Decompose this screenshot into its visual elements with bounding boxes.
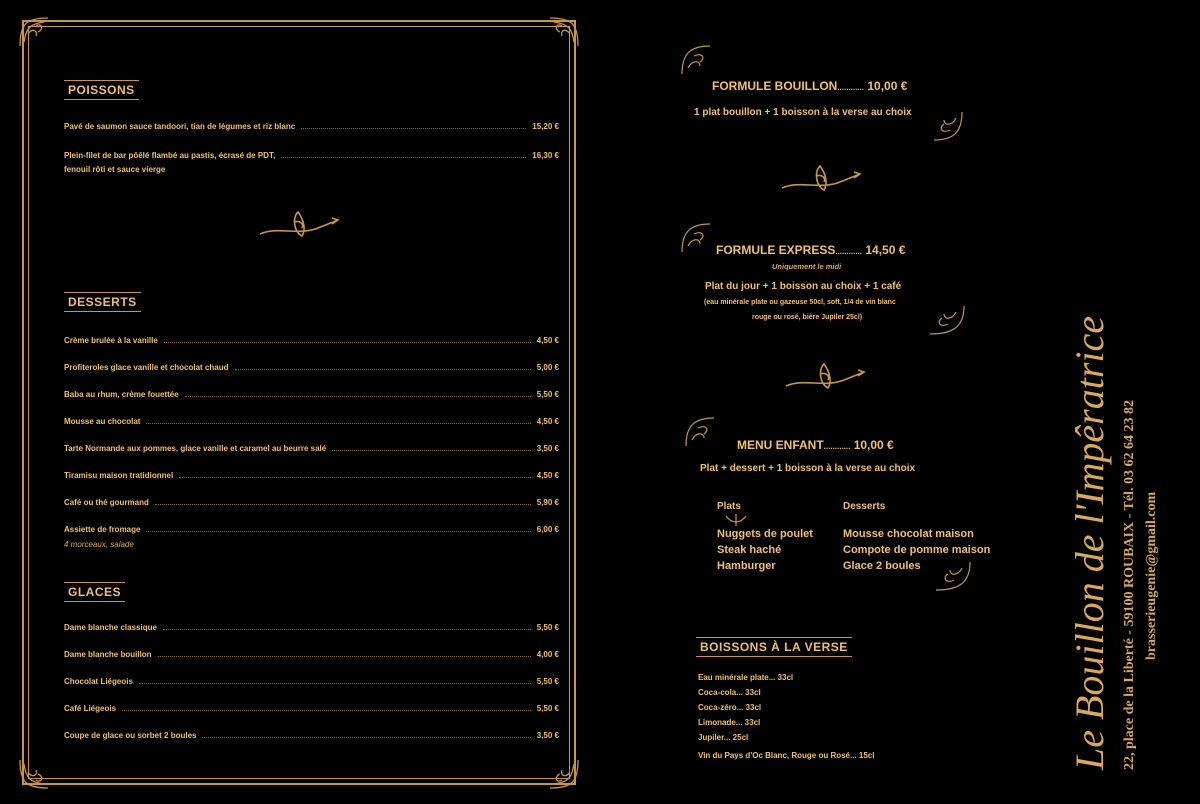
desserts-label: Desserts xyxy=(843,501,886,512)
menu-item: Tarte Normande aux pommes, glace vanille et caramel au beurre salé 3,50 € xyxy=(64,444,559,453)
menu-item: Dame blanche bouillon 4,00 € xyxy=(64,650,559,659)
menu-item: Crème brulée à la vanille 4,50 € xyxy=(64,336,559,345)
corner-ornament-icon xyxy=(16,14,52,50)
menu-item-continuation: fenouil rôti et sauce vierge xyxy=(64,165,166,174)
corner-ornament-icon xyxy=(680,222,714,256)
menu-item: Baba au rhum, crème fouettée 5,50 € xyxy=(64,390,559,399)
flourish-ornament-icon xyxy=(258,206,342,246)
menu-item-subtext: 4 morceaux, salade xyxy=(64,540,134,549)
corner-ornament-icon xyxy=(926,302,966,336)
brand-name: Le Bouillon de l'Impêratrice xyxy=(1067,315,1112,770)
beverage-item: Jupiler... 25cl xyxy=(698,733,749,742)
dessert-item: Compote de pomme maison xyxy=(843,544,991,556)
section-desserts-heading: DESSERTS xyxy=(64,292,141,312)
beverage-item: Eau minérale plate... 33cl xyxy=(698,673,794,682)
brand-address: 22, place de la Liberté - 59100 ROUBAIX - Tél. 03 62 64 23 82 xyxy=(1122,400,1137,770)
formule-express-desc: Plat du jour + 1 boisson au choix + 1 café xyxy=(705,281,902,292)
section-poissons-heading: POISSONS xyxy=(64,80,139,100)
dessert-item: Glace 2 boules xyxy=(843,560,921,572)
corner-ornament-icon xyxy=(546,14,582,50)
menu-item: Mousse au chocolat 4,50 € xyxy=(64,417,559,426)
formule-express-title: FORMULE EXPRESS............ 14,50 € xyxy=(716,243,906,257)
menu-item: Dame blanche classique 5,50 € xyxy=(64,623,559,632)
menu-item: Plein-filet de bar pôêlé flambé au pastis, écrasé de PDT, 16,30 € xyxy=(64,151,559,160)
brand-email: brasserieugenie@gmail.com xyxy=(1144,491,1159,660)
formule-express-note: Uniquement le midi xyxy=(772,262,842,271)
menu-item: Pavé de saumon sauce tandoori, tian de légumes et riz blanc 15,20 € xyxy=(64,122,559,131)
menu-item: Café ou thé gourmand 5,90 € xyxy=(64,498,559,507)
flourish-ornament-icon xyxy=(780,160,864,200)
menu-enfant-title: MENU ENFANT............ 10,00 € xyxy=(737,438,894,452)
corner-ornament-icon xyxy=(680,44,714,78)
section-boissons-heading: BOISSONS À LA VERSE xyxy=(696,637,852,657)
corner-ornament-icon xyxy=(930,108,964,142)
corner-ornament-icon xyxy=(16,756,52,792)
small-flourish-icon xyxy=(724,512,748,528)
formule-bouillon-title: FORMULE BOUILLON............ 10,00 € xyxy=(712,79,908,93)
plat-item: Steak haché xyxy=(717,544,782,556)
menu-item: Tiramisu maison tratidionnel 4,50 € xyxy=(64,471,559,480)
section-glaces-heading: GLACES xyxy=(64,582,125,602)
dessert-item: Mousse chocolat maison xyxy=(843,528,974,540)
left-frame-inner xyxy=(28,26,570,779)
beverage-item: Vin du Pays d'Oc Blanc, Rouge ou Rosé... 15cl xyxy=(698,751,875,760)
corner-ornament-icon xyxy=(684,416,718,450)
formule-express-detail: (eau minérale plate ou gazeuse 50cl, soft, 1/4 de vin blanc xyxy=(704,299,896,306)
formule-express-detail: rouge ou rosé, bière Jupiler 25cl) xyxy=(752,314,863,321)
menu-item: Assiette de fromage 6,00 € xyxy=(64,525,559,534)
corner-ornament-icon xyxy=(546,756,582,792)
menu-item: Coupe de glace ou sorbet 2 boules 3,50 € xyxy=(64,731,559,740)
menu-item: Café Liégeois 5,50 € xyxy=(64,704,559,713)
corner-ornament-icon xyxy=(932,558,972,592)
formule-bouillon-desc: 1 plat bouillon + 1 boisson à la verse au choix xyxy=(694,107,912,118)
menu-enfant-desc: Plat + dessert + 1 boisson à la verse au choix xyxy=(700,463,916,474)
menu-item: Profiteroles glace vanille et chocolat chaud 5,00 € xyxy=(64,363,559,372)
flourish-ornament-icon xyxy=(784,358,868,398)
beverage-item: Coca-cola... 33cl xyxy=(698,688,761,697)
plat-item: Hamburger xyxy=(717,560,776,572)
menu-item: Chocolat Liégeois 5,50 € xyxy=(64,677,559,686)
plat-item: Nuggets de poulet xyxy=(717,528,813,540)
plats-label: Plats xyxy=(717,501,741,512)
beverage-item: Limonade... 33cl xyxy=(698,718,761,727)
beverage-item: Coca-zéro... 33cl xyxy=(698,703,762,712)
